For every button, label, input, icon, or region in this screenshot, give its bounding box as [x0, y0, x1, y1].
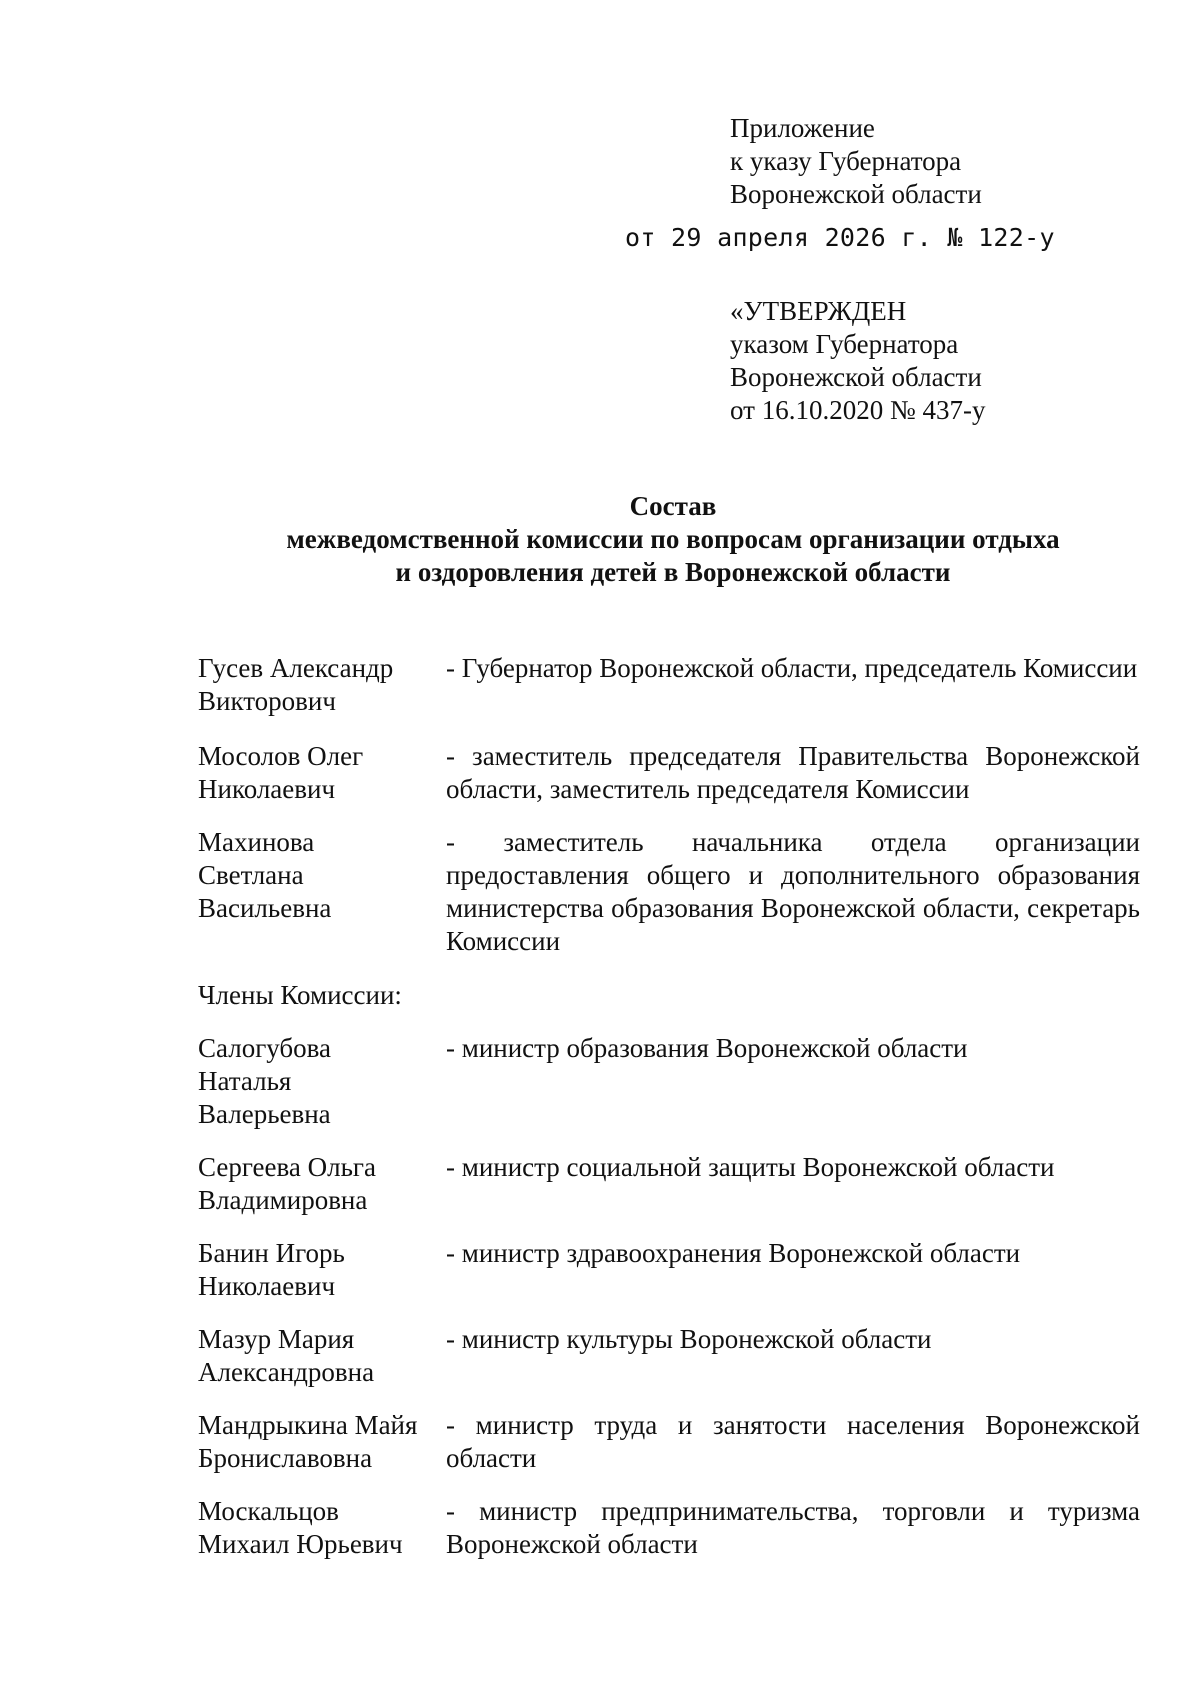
member-row: [198, 1237, 1140, 1303]
member-role: - министр предпринимательства, торговли и туризма Воронежской области: [446, 1496, 1140, 1559]
member-name: Мазур Мария Александровна: [198, 1324, 375, 1387]
decree-date-number: от 29 апреля 2026 г. № 122-у: [625, 223, 1055, 252]
appendix-line: Воронежской области: [730, 179, 982, 209]
member-name: Москальцов Михаил Юрьевич: [198, 1496, 403, 1559]
member-name: Мосолов Олег Николаевич: [198, 741, 364, 804]
commission-composition: [198, 652, 1140, 1561]
document-title: [0, 490, 1200, 589]
member-row-secretary: [198, 826, 1140, 958]
member-role: - министр образования Воронежской области: [446, 1033, 968, 1063]
member-name: Гусев Александр Викторович: [198, 653, 394, 716]
title-line: межведомственной комиссии по вопросам организации отдыха: [286, 524, 1060, 554]
member-role: - министр культуры Воронежской области: [446, 1324, 932, 1354]
member-row: [198, 1323, 1140, 1389]
title-line: и оздоровления детей в Воронежской области: [395, 557, 951, 587]
member-role: - заместитель начальника отдела организации предоставления общего и дополнительного образования министерства образования Воронежской области, секретарь Комиссии: [446, 827, 1140, 956]
member-row-vice-chair: [198, 740, 1140, 806]
member-role: - министр социальной защиты Воронежской области: [446, 1152, 1055, 1182]
member-row: [198, 1032, 1140, 1131]
member-name: Банин Игорь Николаевич: [198, 1238, 345, 1301]
member-row: [198, 1151, 1140, 1217]
member-row-chair: [198, 652, 1140, 718]
member-name: Салогубова Наталья Валерьевна: [198, 1033, 332, 1129]
member-row: [198, 1409, 1140, 1475]
member-role: - министр здравоохранения Воронежской области: [446, 1238, 1021, 1268]
approval-stamp-text: [730, 295, 985, 427]
member-role: - министр труда и занятости населения Воронежской области: [446, 1410, 1140, 1473]
member-name: Мандрыкина Майя Брониславовна: [198, 1410, 418, 1473]
member-row: [198, 1495, 1140, 1561]
member-name: Сергеева Ольга Владимировна: [198, 1152, 376, 1215]
member-name: Махинова Светлана Васильевна: [198, 827, 332, 923]
approval-line: указом Губернатора: [730, 329, 959, 359]
approval-line: от 16.10.2020 № 437-у: [730, 395, 986, 425]
appendix-header: [730, 112, 982, 211]
approval-line: Воронежской области: [730, 362, 982, 392]
appendix-line: к указу Губернатора: [730, 146, 962, 176]
approval-line: «УТВЕРЖДЕН: [730, 296, 907, 326]
title-line: Состав: [629, 491, 717, 521]
member-role: - Губернатор Воронежской области, председатель Комиссии: [446, 653, 1138, 683]
appendix-line: Приложение: [730, 113, 875, 143]
member-role: - заместитель председателя Правительства Воронежской области, заместитель председателя Комиссии: [446, 741, 1140, 804]
members-section-label: Члены Комиссии:: [198, 980, 402, 1010]
